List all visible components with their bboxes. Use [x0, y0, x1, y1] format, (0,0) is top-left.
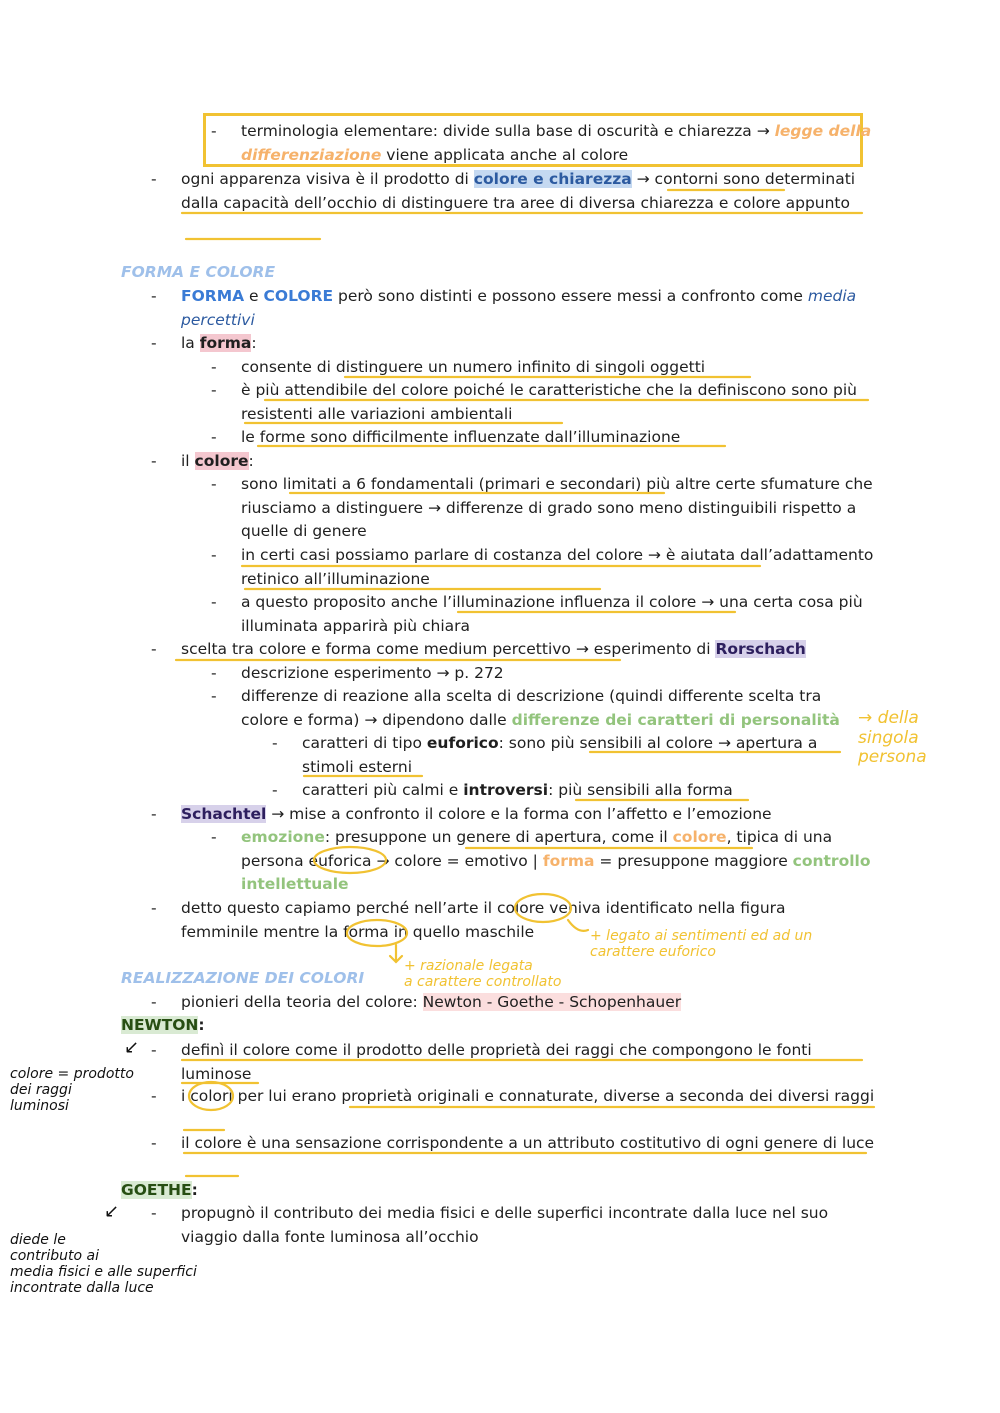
highlight-term: forma	[199, 334, 252, 352]
term-forma: FORMA	[181, 287, 245, 305]
item-text: :	[248, 452, 254, 470]
orange-term: forma	[542, 851, 595, 870]
bullet-dash: -	[272, 734, 278, 752]
section-heading: REALIZZAZIONE DEI COLORI	[121, 969, 365, 987]
item-text: descrizione esperimento → p. 272	[241, 664, 504, 682]
section-heading: FORMA E COLORE	[121, 263, 276, 281]
item-text: a questo proposito anche l’illuminazione influenza il colore → una certa cosa più illuminata apparirà più chiara	[241, 593, 863, 635]
bullet-dash: -	[211, 358, 217, 376]
bullet-dash: -	[151, 1134, 157, 1152]
item-text: caratteri più calmi e	[302, 781, 464, 799]
bullet-dash: -	[151, 640, 157, 658]
green-term: controllo intellettuale	[241, 851, 871, 893]
note-della-persona: → della singola persona	[858, 708, 927, 768]
item-text: :	[251, 334, 257, 352]
item-text: consente di distinguere un numero infinito di singoli oggetti	[241, 358, 706, 376]
item-text: → mise a confronto il colore e la forma con l’affetto e l’emozione	[266, 805, 772, 823]
bullet-dash: -	[151, 1041, 157, 1059]
item-text: però sono distinti e possono essere messi a confronto come	[333, 287, 808, 305]
circle-mark	[515, 894, 571, 922]
highlight-term: colore e chiarezza	[473, 170, 632, 188]
highlight-term: colore	[194, 452, 249, 470]
item-text: → contorni sono determinati dalla capacità dell’occhio di distinguere tra aree di diversa chiarezza e colore appunto	[181, 170, 856, 212]
check-arrow-icon: ↙	[104, 1201, 120, 1222]
circle-mark	[314, 847, 386, 873]
item-text: ogni apparenza visiva è il prodotto di	[181, 170, 474, 188]
bullet-dash: -	[151, 287, 157, 305]
circle-mark	[189, 1082, 233, 1110]
bullet-dash: -	[151, 993, 157, 1011]
item-text: il	[181, 452, 195, 470]
bullet-dash: -	[272, 781, 278, 799]
bullet-dash: -	[211, 664, 217, 682]
note-newton: colore = prodotto dei raggi luminosi	[10, 1066, 134, 1115]
bullet-dash: -	[151, 1204, 157, 1222]
item-text: e	[244, 287, 264, 305]
item-text: pionieri della teoria del colore:	[181, 993, 423, 1011]
bullet-dash: -	[151, 1087, 157, 1105]
name-highlight: NEWTON	[121, 1016, 199, 1034]
item-text: differenze di reazione alla scelta di descrizione (quindi differente scelta tra colore e forma) → dipendono dalle	[241, 687, 822, 729]
arrow-mark	[568, 920, 588, 931]
bullet-dash: -	[211, 122, 217, 140]
item-text: il colore è una sensazione corrispondente a un attributo costitutivo di ogni genere di luce	[181, 1134, 875, 1152]
item-text: , tipica di una persona euforica → colore = emotivo |	[241, 828, 833, 870]
law-term: legge della differenziazione	[241, 122, 872, 164]
bullet-dash: -	[211, 828, 217, 846]
item-text: : presuppone un genere di apertura, come il	[324, 828, 673, 846]
item-text: : sono più sensibili al colore → apertura a stimoli esterni	[302, 734, 818, 776]
orange-term: colore	[672, 828, 727, 846]
bold-term: euforico	[426, 734, 499, 752]
item-text: sono limitati a 6 fondamentali (primari e secondari) più altre certe sfumature che riusciamo a distinguere → differenze di grado sono meno distinguibili rispetto a quelle di genere	[241, 475, 873, 540]
bullet-dash: -	[151, 334, 157, 352]
term-colore: COLORE	[263, 287, 334, 305]
bullet-dash: -	[211, 475, 217, 493]
name-highlight: GOETHE	[121, 1181, 192, 1199]
bullet-dash: -	[151, 899, 157, 917]
highlight-term: Rorschach	[715, 640, 806, 658]
note-legato: + legato ai sentimenti ed ad un carattere euforico	[590, 928, 813, 961]
item-text: detto questo capiamo perché nell’arte il colore veniva identificato nella figura femminile mentre la forma in quello maschile	[181, 899, 786, 941]
item-text: scelta tra colore e forma come medium percettivo → esperimento di	[181, 640, 716, 658]
item-text: è più attendibile del colore poiché le caratteristiche che la definiscono sono più resistenti alle variazioni ambientali	[241, 381, 857, 423]
item-text: :	[191, 1181, 198, 1199]
item-text: le forme sono difficilmente influenzate dall’illuminazione	[241, 428, 681, 446]
green-term: emozione	[241, 828, 325, 846]
term-media: media percettivi	[181, 287, 857, 329]
highlight-term: Newton - Goethe - Schopenhauer	[422, 993, 682, 1011]
item-text: caratteri di tipo	[302, 734, 427, 752]
bullet-dash: -	[211, 428, 217, 446]
note-goethe: diede le contributo ai media fisici e alle superfici incontrate dalla luce	[10, 1232, 197, 1297]
item-text: i colori per lui erano proprietà originali e connaturate, diverse a seconda dei diversi raggi	[181, 1087, 875, 1105]
item-text: definì il colore come il prodotto delle proprietà dei raggi che compongono le fonti luminose	[181, 1041, 812, 1083]
circle-mark	[347, 920, 407, 946]
item-text: terminologia elementare: divide sulla base di oscurità e chiarezza →	[241, 122, 775, 140]
bold-term: introversi	[463, 781, 549, 799]
item-text: propugnò il contributo dei media fisici e delle superfici incontrate dalla luce nel suo viaggio dalla fonte luminosa all’occhio	[181, 1204, 829, 1246]
bullet-dash: -	[151, 452, 157, 470]
bullet-dash: -	[151, 170, 157, 188]
arrow-mark	[390, 945, 402, 962]
bullet-dash: -	[211, 687, 217, 705]
item-text: la	[181, 334, 200, 352]
item-text: = presuppone maggiore	[594, 851, 793, 870]
item-text: : più sensibili alla forma	[548, 781, 733, 799]
bullet-dash: -	[211, 381, 217, 399]
bullet-dash: -	[211, 593, 217, 611]
item-text: :	[198, 1016, 205, 1034]
bullet-dash: -	[211, 546, 217, 564]
item-text: viene applicata anche al colore	[381, 145, 629, 164]
bullet-dash: -	[151, 805, 157, 823]
highlight-term: Schachtel	[181, 805, 267, 823]
green-term: differenze dei caratteri di personalità	[511, 710, 840, 729]
note-razionale: + razionale legata a carattere controllato	[404, 958, 562, 991]
item-text: in certi casi possiamo parlare di costanza del colore → è aiutata dall’adattamento retinico all’illuminazione	[241, 546, 874, 588]
check-arrow-icon: ↙	[124, 1037, 140, 1058]
